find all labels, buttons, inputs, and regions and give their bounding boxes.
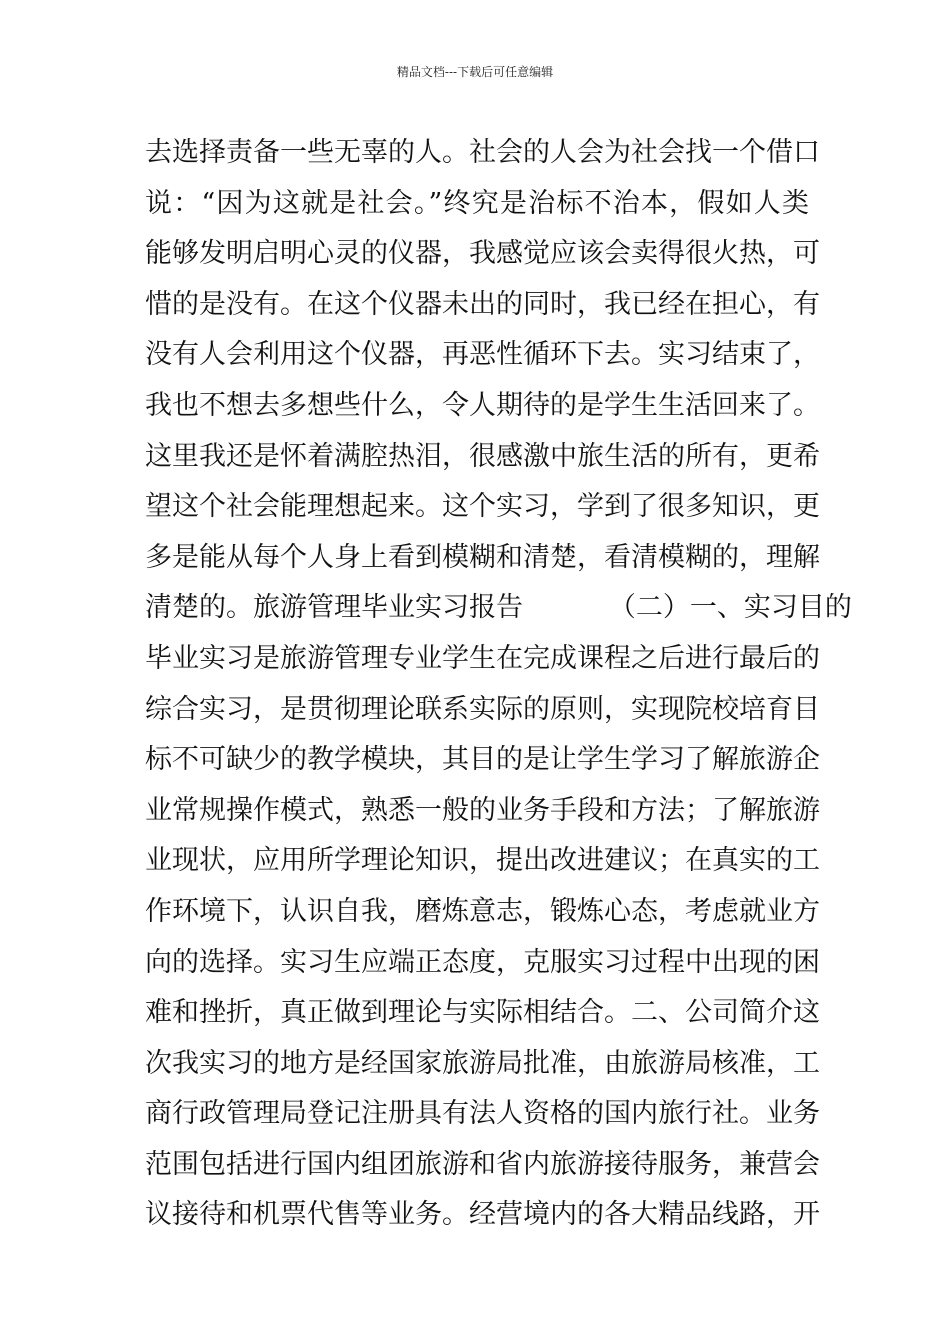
text-line: 业常规操作模式，熟悉一般的业务手段和方法；了解旅游	[145, 794, 820, 826]
text-line: 这里我还是怀着满腔热泪，很感激中旅生活的所有，更希	[145, 440, 820, 472]
text-line: 商行政管理局登记注册具有法人资格的国内旅行社。业务	[145, 1098, 820, 1130]
text-line: 能够发明启明心灵的仪器，我感觉应该会卖得很火热，可	[145, 238, 820, 270]
text-line: 惜的是没有。在这个仪器未出的同时，我已经在担心，有	[145, 288, 820, 320]
text-line: 我也不想去多想些什么，令人期待的是学生生活回来了。	[145, 389, 820, 421]
text-line: 标不可缺少的教学模块，其目的是让学生学习了解旅游企	[145, 744, 820, 776]
text-line: 没有人会利用这个仪器，再恶性循环下去。实习结束了，	[145, 339, 820, 371]
text-line: 清楚的。旅游管理毕业实习报告 （二）一、实习目的	[145, 592, 852, 624]
text-line: 议接待和机票代售等业务。经营境内的各大精品线路，开	[145, 1199, 820, 1231]
text-line: 毕业实习是旅游管理专业学生在完成课程之后进行最后的	[145, 642, 820, 674]
text-line: 范围包括进行国内组团旅游和省内旅游接待服务，兼营会	[145, 1148, 820, 1180]
text-line: 作环境下，认识自我，磨炼意志，锻炼心态，考虑就业方	[145, 895, 820, 927]
text-line: 业现状，应用所学理论知识，提出改进建议；在真实的工	[145, 845, 820, 877]
text-line: 去选择责备一些无辜的人。社会的人会为社会找一个借口	[145, 137, 820, 168]
text-line: 难和挫折，真正做到理论与实际相结合。二、公司简介这	[145, 997, 820, 1029]
page-header: 精品文档---下载后可任意编辑	[396, 65, 554, 79]
document-body	[145, 128, 852, 1241]
text-line: 望这个社会能理想起来。这个实习，学到了很多知识，更	[145, 491, 820, 523]
text-line: 次我实习的地方是经国家旅游局批准，由旅游局核准，工	[145, 1047, 820, 1079]
text-line: 说：“因为这就是社会。”终究是治标不治本，假如人类	[145, 187, 809, 219]
text-line: 多是能从每个人身上看到模糊和清楚，看清模糊的，理解	[145, 541, 820, 573]
text-line: 综合实习，是贯彻理论联系实际的原则，实现院校培育目	[145, 693, 820, 725]
text-line: 向的选择。实习生应端正态度，克服实习过程中出现的困	[145, 946, 820, 978]
